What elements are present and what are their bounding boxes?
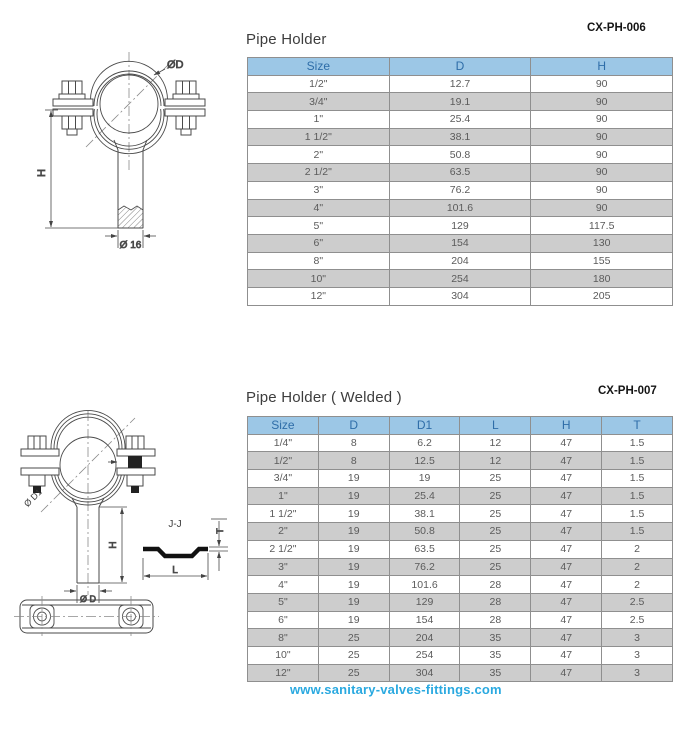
table-cell: 5": [248, 217, 390, 235]
table-cell: 90: [531, 93, 673, 111]
table-cell: 3: [602, 664, 673, 682]
table-cell: 1 1/2": [248, 505, 319, 523]
table-cell: 25: [318, 646, 389, 664]
table-cell: 304: [389, 664, 460, 682]
table-cell: 2 1/2": [248, 540, 319, 558]
website-link[interactable]: www.sanitary-valves-fittings.com: [290, 682, 502, 697]
table-cell: 19: [318, 611, 389, 629]
table-cell: 2: [602, 558, 673, 576]
table-cell: 1.5: [602, 505, 673, 523]
table-cell: 101.6: [389, 576, 460, 594]
table-cell: 10": [248, 646, 319, 664]
table-row: [248, 611, 673, 629]
table-cell: 205: [531, 287, 673, 305]
table-cell: 1/2": [248, 452, 319, 470]
table-cell: 25: [460, 540, 531, 558]
table-cell: 6": [248, 611, 319, 629]
table-cell: 47: [531, 505, 602, 523]
table-cell: 1": [248, 111, 390, 129]
table-cell: 90: [531, 128, 673, 146]
stem: [114, 140, 147, 228]
table-row: [248, 646, 673, 664]
table-cell: 8": [248, 252, 390, 270]
table-cell: 19: [318, 523, 389, 541]
table-cell: 19: [318, 505, 389, 523]
table-cell: 47: [531, 523, 602, 541]
table-cell: 90: [531, 111, 673, 129]
table-row: [248, 452, 673, 470]
column-header-l: L: [460, 417, 531, 435]
table-cell: 204: [389, 252, 531, 270]
column-header-t: T: [602, 417, 673, 435]
table-cell: 180: [531, 270, 673, 288]
table-cell: 19: [318, 487, 389, 505]
table-cell: 90: [531, 164, 673, 182]
label-h: H: [36, 169, 48, 177]
table-cell: 3/4": [248, 470, 319, 488]
table-cell: 3": [248, 181, 390, 199]
table-cell: 47: [531, 593, 602, 611]
table-cell: 38.1: [389, 505, 460, 523]
table-cell: 6.2: [389, 434, 460, 452]
table-row: [248, 470, 673, 488]
table-cell: 155: [531, 252, 673, 270]
table-row: [248, 505, 673, 523]
table-row: [248, 217, 673, 235]
table-cell: 254: [389, 270, 531, 288]
table-cell: 2: [602, 576, 673, 594]
column-header-d1: D1: [389, 417, 460, 435]
section-j-j: [143, 519, 228, 580]
table-cell: 3/4": [248, 93, 390, 111]
table-cell: 1/2": [248, 75, 390, 93]
table-cell: 4": [248, 576, 319, 594]
label-od: ØD: [167, 59, 184, 71]
table-cell: 50.8: [389, 523, 460, 541]
table-cell: 50.8: [389, 146, 531, 164]
table-cell: 1 1/2": [248, 128, 390, 146]
table-row: [248, 181, 673, 199]
label-h: H: [108, 541, 119, 549]
table-cell: 90: [531, 146, 673, 164]
section-profile: [143, 549, 208, 556]
table-row: [248, 128, 673, 146]
table-cell: 63.5: [389, 540, 460, 558]
table-row: [248, 111, 673, 129]
product-code-cx-ph-007: CX-PH-007: [598, 385, 657, 397]
product-code-cx-ph-006: CX-PH-006: [587, 22, 646, 34]
table-cell: 47: [531, 540, 602, 558]
table-row: [248, 434, 673, 452]
table-cell: 8: [318, 452, 389, 470]
bolt-right: [108, 436, 144, 493]
table-cell: 35: [460, 629, 531, 647]
table-cell: 12.5: [389, 452, 460, 470]
table-row: [248, 270, 673, 288]
table-cell: 2: [602, 540, 673, 558]
column-header-h: H: [531, 58, 673, 76]
table-cell: 19: [318, 540, 389, 558]
dimension-h: [99, 507, 127, 583]
label-od: Ø D: [79, 594, 97, 604]
table-cell: 19: [318, 470, 389, 488]
bolt-left: [59, 81, 85, 135]
table-cell: 101.6: [389, 199, 531, 217]
table-cell: 47: [531, 558, 602, 576]
bolt-left: [28, 436, 46, 493]
table-cell: 1.5: [602, 470, 673, 488]
table-cell: 2.5: [602, 593, 673, 611]
table-cell: 154: [389, 234, 531, 252]
table-cell: 19: [389, 470, 460, 488]
dimension-t: [209, 519, 228, 571]
table-cell: 47: [531, 452, 602, 470]
label-jj: J-J: [168, 519, 182, 530]
table-cell: 12": [248, 287, 390, 305]
table-cell: 12: [460, 434, 531, 452]
table-row: [248, 234, 673, 252]
table-cell: 1.5: [602, 434, 673, 452]
table-cell: 12: [460, 452, 531, 470]
table-cell: 47: [531, 629, 602, 647]
table-cell: 8: [318, 434, 389, 452]
table-cell: 5": [248, 593, 319, 611]
label-o16: Ø 16: [119, 240, 142, 251]
table-cell: 25.4: [389, 487, 460, 505]
column-header-d: D: [389, 58, 531, 76]
table-cell: 1.5: [602, 487, 673, 505]
table-cell: 25.4: [389, 111, 531, 129]
table-cell: 129: [389, 217, 531, 235]
table-cell: 117.5: [531, 217, 673, 235]
table-cell: 25: [460, 523, 531, 541]
table-cell: 90: [531, 199, 673, 217]
table-row: [248, 576, 673, 594]
section-title-pipe-holder-welded: Pipe Holder ( Welded ): [246, 389, 402, 406]
table-row: [248, 664, 673, 682]
table-cell: 90: [531, 75, 673, 93]
bolt-right: [173, 81, 199, 135]
label-t: T: [215, 528, 225, 534]
table-row: [248, 146, 673, 164]
table-cell: 130: [531, 234, 673, 252]
pipe-holder-spec-table: [247, 57, 673, 306]
pipe-holder-welded-technical-drawing: [5, 403, 235, 638]
table-cell: 35: [460, 646, 531, 664]
dimension-od: [154, 59, 184, 75]
table-cell: 47: [531, 434, 602, 452]
dimension-o16: [105, 230, 156, 251]
table-row: [248, 629, 673, 647]
table-row: [248, 164, 673, 182]
table-cell: 2": [248, 146, 390, 164]
table-cell: 12": [248, 664, 319, 682]
table-cell: 47: [531, 576, 602, 594]
table-cell: 25: [460, 470, 531, 488]
table-row: [248, 199, 673, 217]
table-cell: 2": [248, 523, 319, 541]
table-row: [248, 252, 673, 270]
table-cell: 3": [248, 558, 319, 576]
table-cell: 3: [602, 629, 673, 647]
table-cell: 25: [318, 629, 389, 647]
table-cell: 304: [389, 287, 531, 305]
table-cell: 25: [460, 505, 531, 523]
column-header-h: H: [531, 417, 602, 435]
table-cell: 25: [318, 664, 389, 682]
table-row: [248, 93, 673, 111]
table-row: [248, 75, 673, 93]
table-cell: 76.2: [389, 558, 460, 576]
table-row: [248, 523, 673, 541]
table-cell: 25: [460, 487, 531, 505]
table-cell: 6": [248, 234, 390, 252]
table-cell: 1.5: [602, 452, 673, 470]
column-header-d: D: [318, 417, 389, 435]
table-cell: 47: [531, 470, 602, 488]
table-cell: 19: [318, 593, 389, 611]
table-cell: 4": [248, 199, 390, 217]
table-cell: 63.5: [389, 164, 531, 182]
table-cell: 19: [318, 576, 389, 594]
pipe-holder-technical-drawing: [10, 40, 235, 262]
table-cell: 38.1: [389, 128, 531, 146]
table-cell: 47: [531, 646, 602, 664]
table-cell: 154: [389, 611, 460, 629]
label-l: L: [172, 565, 178, 576]
table-row: [248, 540, 673, 558]
table-row: [248, 487, 673, 505]
label-od1: Ø D1: [21, 486, 44, 509]
table-cell: 2 1/2": [248, 164, 390, 182]
table-cell: 204: [389, 629, 460, 647]
table-cell: 76.2: [389, 181, 531, 199]
table-cell: 19: [318, 558, 389, 576]
table-cell: 8": [248, 629, 319, 647]
table-cell: 28: [460, 593, 531, 611]
table-cell: 47: [531, 487, 602, 505]
table-header-row: [248, 58, 673, 76]
table-cell: 28: [460, 576, 531, 594]
table-row: [248, 287, 673, 305]
table-row: [248, 558, 673, 576]
table-cell: 129: [389, 593, 460, 611]
table-cell: 28: [460, 611, 531, 629]
table-cell: 25: [460, 558, 531, 576]
table-cell: 1/4": [248, 434, 319, 452]
table-cell: 2.5: [602, 611, 673, 629]
table-row: [248, 593, 673, 611]
table-cell: 47: [531, 664, 602, 682]
table-cell: 35: [460, 664, 531, 682]
pipe-holder-welded-spec-table: [247, 416, 673, 682]
column-header-size: Size: [248, 58, 390, 76]
section-title-pipe-holder: Pipe Holder: [246, 31, 327, 48]
table-cell: 10": [248, 270, 390, 288]
table-cell: 47: [531, 611, 602, 629]
table-cell: 1.5: [602, 523, 673, 541]
table-header-row: [248, 417, 673, 435]
table-cell: 19.1: [389, 93, 531, 111]
table-cell: 1": [248, 487, 319, 505]
column-header-size: Size: [248, 417, 319, 435]
table-cell: 3: [602, 646, 673, 664]
table-cell: 12.7: [389, 75, 531, 93]
table-cell: 90: [531, 181, 673, 199]
table-cell: 254: [389, 646, 460, 664]
